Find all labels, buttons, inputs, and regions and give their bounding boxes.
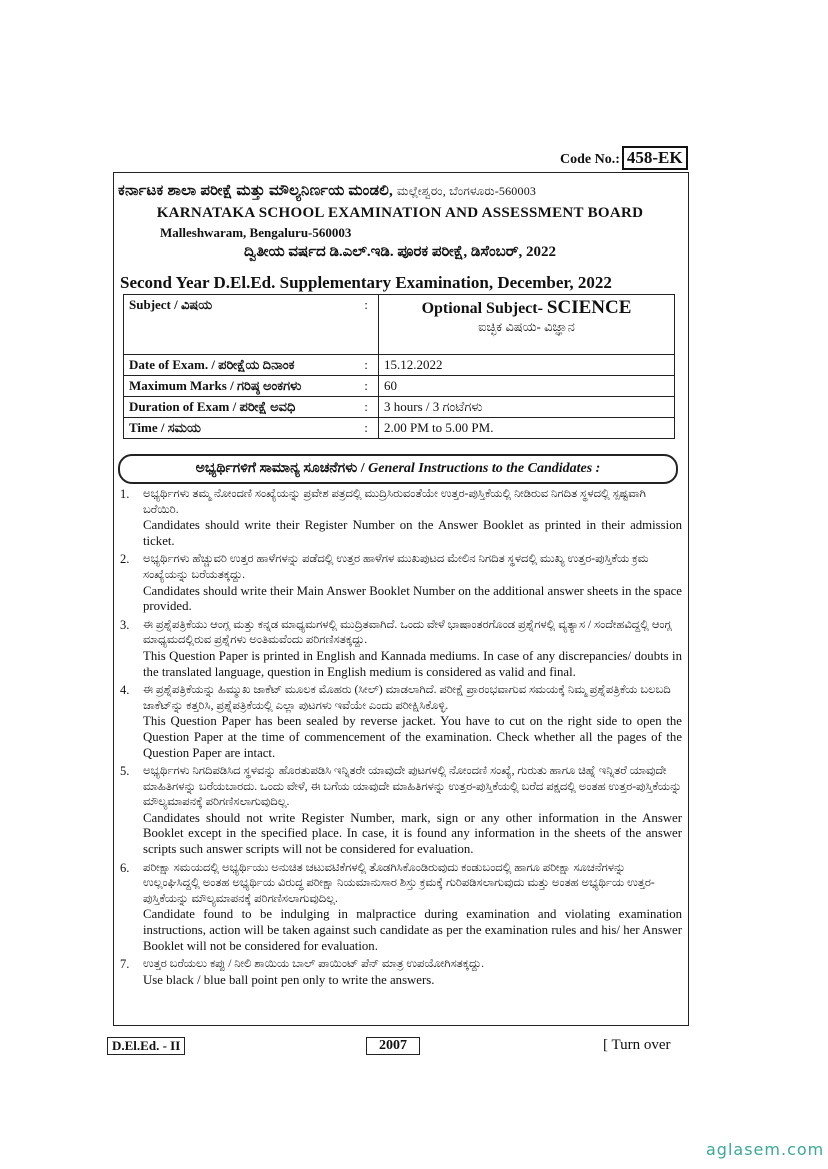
date-value: 15.12.2022 <box>379 355 675 376</box>
subject-prefix: Optional Subject- <box>421 300 543 317</box>
duration-label: Duration of Exam / ಪರೀಕ್ಷೆ ಅವಧಿ <box>124 397 355 418</box>
info-row <box>124 355 675 376</box>
subject-main: SCIENCE <box>546 297 632 318</box>
subject-label: Subject / ವಿಷಯ <box>124 295 355 355</box>
board-address-english: Malleshwaram, Bengaluru-560003 <box>160 225 352 240</box>
course-label: D.El.Ed. - II <box>107 1037 185 1055</box>
board-address-kannada: ಮಲ್ಲೇಶ್ವರಂ, ಬೆಂಗಳೂರು-560003 <box>396 184 537 198</box>
code-value: 458-EK <box>622 146 688 170</box>
paper-number: 2007 <box>366 1037 420 1055</box>
colon: : <box>354 355 379 376</box>
board-name-english: KARNATAKA SCHOOL EXAMINATION AND ASSESSMENT BOARD <box>156 205 644 221</box>
instructions-heading-english: General Instructions to the Candidates : <box>368 461 601 476</box>
marks-label: Maximum Marks / ಗರಿಷ್ಠ ಅಂಕಗಳು <box>124 376 355 397</box>
subject-kannada: ಐಚ್ಛಿಕ ವಿಷಯ- ವಿಜ್ಞಾನ <box>478 319 575 334</box>
date-label: Date of Exam. / ಪರೀಕ್ಷೆಯ ದಿನಾಂಕ <box>124 355 355 376</box>
exam-info-table <box>123 294 675 439</box>
time-value: 2.00 PM to 5.00 PM. <box>379 418 675 439</box>
info-row <box>124 418 675 439</box>
instructions-heading <box>118 454 678 484</box>
list-item: 6. ಪರೀಕ್ಷಾ ಸಮಯದಲ್ಲಿ ಅಭ್ಯರ್ಥಿಯು ಅನುಚಿತ ಚಟುವಟಿಕೆಗಳಲ್ಲಿ ತೊಡಗಿಸಿಕೊಂಡಿರುವುದು ಕಂಡುಬಂದಲ್ಲಿ ಹಾಗೂ ಪರೀಕ್ಷಾ ಸೂಚನೆಗಳನ್ನು ಉಲ್ಲಂಘಿಸಿದ್ದಲ್ಲಿ ಅಂತಹ ಅಭ್ಯರ್ಥಿಯ ವಿರುದ್ಧ ಪರೀಕ್ಷಾ ನಿಯಮಾನುಸಾರ ಶಿಸ್ತು ಕ್ರಮಕ್ಕೆ ಗುರಿಪಡಿಸಲಾಗುವುದು ಮತ್ತು ಅಂತಹ ಅಭ್ಯರ್ಥಿಯ ಉತ್ತರ-ಪುಸ್ತಿಕೆಯನ್ನು ಮೌಲ್ಯಮಾಪನಕ್ಕೆ ಪರಿಗಣಿಸಲಾಗುವುದಿಲ್ಲ. Candidate found to be indulging in malpractice during examination and violating examination instructions, action will be taken against such candidate as per the examination rules and his/ her Answer Booklet will not be considered for evaluation. <box>120 860 682 953</box>
list-item: 1. ಅಭ್ಯರ್ಥಿಗಳು ತಮ್ಮ ನೋಂದಣಿ ಸಂಖ್ಯೆಯನ್ನು ಪ್ರವೇಶ ಪತ್ರದಲ್ಲಿ ಮುದ್ರಿಸಿರುವಂತೆಯೇ ಉತ್ತರ-ಪುಸ್ತಿಕೆಯಲ್ಲಿ ನೀಡಿರುವ ನಿಗದಿತ ಸ್ಥಳದಲ್ಲಿ ಸ್ಪಷ್ಟವಾಗಿ ಬರೆಯಿರಿ. Candidates should write their Register Number on the Answer Booklet as printed in their admission ticket. <box>120 487 682 548</box>
info-row <box>124 397 675 418</box>
list-item: 2. ಅಭ್ಯರ್ಥಿಗಳು ಹೆಚ್ಚುವರಿ ಉತ್ತರ ಹಾಳೆಗಳನ್ನು ಪಡೆದಲ್ಲಿ ಉತ್ತರ ಹಾಳೆಗಳ ಮುಖಪುಟದ ಮೇಲಿನ ನಿಗದಿತ ಸ್ಥಳದಲ್ಲಿ ಮುಖ್ಯ ಉತ್ತರ-ಪುಸ್ತಿಕೆಯ ಕ್ರಮ ಸಂಖ್ಯೆಯನ್ನು ಬರೆಯತಕ್ಕದ್ದು. Candidates should write their Main Answer Booklet Number on the additional answer sheets in the space provided. <box>120 552 682 614</box>
board-name-kannada: ಕರ್ನಾಟಕ ಶಾಲಾ ಪರೀಕ್ಷೆ ಮತ್ತು ಮೌಲ್ಯನಿರ್ಣಯ ಮಂಡಲಿ, ಮಲ್ಲೇಶ್ವರಂ, ಬೆಂಗಳೂರು-560003 <box>118 183 537 199</box>
instructions-list <box>116 487 682 991</box>
colon: : <box>354 376 379 397</box>
subject-row <box>124 295 675 355</box>
colon: : <box>354 295 379 355</box>
list-item: 4. ಈ ಪ್ರಶ್ನೆಪತ್ರಿಕೆಯನ್ನು ಹಿಮ್ಮುಖ ಜಾಕೆಟ್ ಮೂಲಕ ಮೊಹರು (ಸೀಲ್) ಮಾಡಲಾಗಿದೆ. ಪರೀಕ್ಷೆ ಪ್ರಾರಂಭವಾಗುವ ಸಮಯಕ್ಕೆ ನಿಮ್ಮ ಪ್ರಶ್ನೆಪತ್ರಿಕೆಯ ಬಲಬದಿ ಜಾಕೆಟ್‌ನ್ನು ಕತ್ತರಿಸಿ, ಪ್ರಶ್ನೆಪತ್ರಿಕೆಯಲ್ಲಿ ಎಲ್ಲಾ ಪುಟಗಳು ಇವೆಯೇ ಎಂದು ಪರೀಕ್ಷಿಸಿಕೊಳ್ಳಿ. This Question Paper has been sealed by reverse jacket. You have to cut on the right side to open the Question Paper at the time of commencement of the examination. Check whether all the pages of the Question Paper are intact. <box>120 683 682 760</box>
subject-value <box>379 295 675 355</box>
colon: : <box>354 397 379 418</box>
exam-title-kannada: ದ್ವಿತೀಯ ವರ್ಷದ ಡಿ.ಎಲ್.ಇಡಿ. ಪೂರಕ ಪರೀಕ್ಷೆ, ಡಿಸೆಂಬರ್, 2022 <box>243 244 557 260</box>
exam-title-english: Second Year D.El.Ed. Supplementary Examination, December, 2022 <box>120 273 612 292</box>
brand-watermark: aglasem.com <box>706 1140 825 1159</box>
time-label: Time / ಸಮಯ <box>124 418 355 439</box>
colon: : <box>354 418 379 439</box>
info-row <box>124 376 675 397</box>
turn-over-note: [ Turn over <box>603 1037 671 1053</box>
list-item: 7. ಉತ್ತರ ಬರೆಯಲು ಕಪ್ಪು / ನೀಲಿ ಶಾಯಿಯ ಬಾಲ್ ಪಾಯಿಂಟ್ ಪೆನ್ ಮಾತ್ರ ಉಪಯೋಗಿಸತಕ್ಕದ್ದು. Use black / blue ball point pen only to write the answers. <box>120 957 485 987</box>
list-item: 3. ಈ ಪ್ರಶ್ನೆಪತ್ರಿಕೆಯು ಆಂಗ್ಲ ಮತ್ತು ಕನ್ನಡ ಮಾಧ್ಯಮಗಳಲ್ಲಿ ಮುದ್ರಿತವಾಗಿದೆ. ಒಂದು ವೇಳೆ ಭಾಷಾಂತರಗೊಂಡ ಪ್ರಶ್ನೆಗಳಲ್ಲಿ ವ್ಯತ್ಯಾಸ / ಸಂದೇಹವಿದ್ದಲ್ಲಿ ಆಂಗ್ಲ ಮಾಧ್ಯಮದಲ್ಲಿರುವ ಪ್ರಶ್ನೆಗಳು ಅಂತಿಮವೆಂದು ಪರಿಗಣಿಸತಕ್ಕದ್ದು. This Question Paper is printed in English and Kannada mediums. In case of any discrepancies/ doubts in the translated language, question in English medium is considered as valid and final. <box>120 617 682 679</box>
code-number <box>560 146 688 170</box>
code-label: Code No.: <box>560 152 620 167</box>
duration-value: 3 hours / 3 ಗಂಟೆಗಳು <box>379 397 675 418</box>
instructions-heading-kannada: ಅಭ್ಯರ್ಥಿಗಳಿಗೆ ಸಾಮಾನ್ಯ ಸೂಚನೆಗಳು / <box>195 461 365 476</box>
marks-value: 60 <box>379 376 675 397</box>
list-item: 5. ಅಭ್ಯರ್ಥಿಗಳು ನಿಗದಿಪಡಿಸಿದ ಸ್ಥಳವನ್ನು ಹೊರತುಪಡಿಸಿ ಇನ್ನಿತರೇ ಯಾವುದೇ ಪುಟಗಳಲ್ಲಿ ನೋಂದಣಿ ಸಂಖ್ಯೆ, ಗುರುತು ಹಾಗೂ ಚಿಹ್ನೆ ಇನ್ನಿತರೆ ಯಾವುದೇ ಮಾಹಿತಿಗಳನ್ನು ಬರೆಯಬಾರದು. ಒಂದು ವೇಳೆ, ಈ ಬಗೆಯ ಯಾವುದೇ ಮಾಹಿತಿಗಳನ್ನು ಉತ್ತರ-ಪುಸ್ತಿಕೆಯಲ್ಲಿ ಬರೆದ ಪಕ್ಷದಲ್ಲಿ ಅಂತಹ ಉತ್ತರ-ಪುಸ್ತಿಕೆಯನ್ನು ಮೌಲ್ಯಮಾಪನಕ್ಕೆ ಪರಿಗಣಿಸಲಾಗುವುದಿಲ್ಲ. Candidates should not write Register Number, mark, sign or any other information in the Answer Booklet except in the specified place. In case, it is found any information in the sheets of the answer scripts such answer scripts will not be considered for evaluation. <box>120 764 682 857</box>
